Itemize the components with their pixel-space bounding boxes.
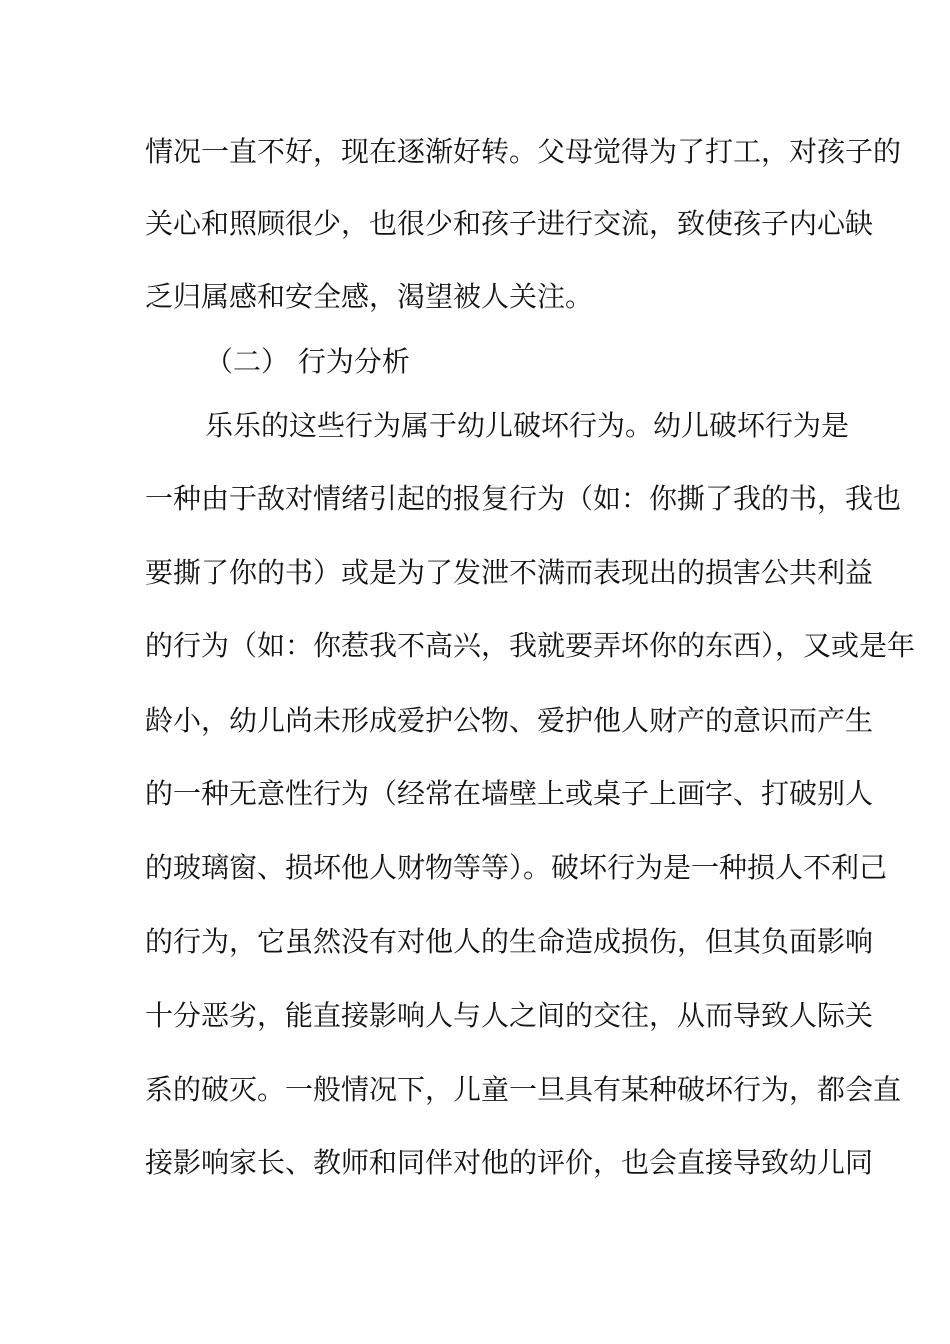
text-line: 情况一直不好，现在逐渐好转。父母觉得为了打工，对孩子的 <box>145 135 902 168</box>
text-line: 一种由于敌对情绪引起的报复行为（如：你撕了我的书，我也 <box>145 482 902 515</box>
text-line: 接影响家长、教师和同伴对他的评价，也会直接导致幼儿同 <box>145 1146 874 1179</box>
text-line: 的一种无意性行为（经常在墙壁上或桌子上画字、打破别人 <box>145 777 874 810</box>
text-line: 乐乐的这些行为属于幼儿破坏行为。幼儿破坏行为是 <box>205 409 850 442</box>
text-line: 的玻璃窗、损坏他人财物等等）。破坏行为是一种损人不利己 <box>145 851 888 884</box>
text-line: 关心和照顾很少，也很少和孩子进行交流，致使孩子内心缺 <box>145 207 874 240</box>
section-heading: （二） 行为分析 <box>205 345 410 378</box>
text-line: 十分恶劣，能直接影响人与人之间的交往，从而导致人际关 <box>145 999 874 1032</box>
text-line: 的行为，它虽然没有对他人的生命造成损伤，但其负面影响 <box>145 925 874 958</box>
text-line: 龄小，幼儿尚未形成爱护公物、爱护他人财产的意识而产生 <box>145 704 874 737</box>
text-line: 系的破灭。一般情况下，儿童一旦具有某种破坏行为，都会直 <box>145 1073 902 1106</box>
text-line: 乏归属感和安全感，渴望被人关注。 <box>145 280 594 313</box>
text-line: 的行为（如：你惹我不高兴，我就要弄坏你的东西），又或是年 <box>145 629 916 662</box>
text-line: 要撕了你的书）或是为了发泄不满而表现出的损害公共利益 <box>145 556 874 589</box>
